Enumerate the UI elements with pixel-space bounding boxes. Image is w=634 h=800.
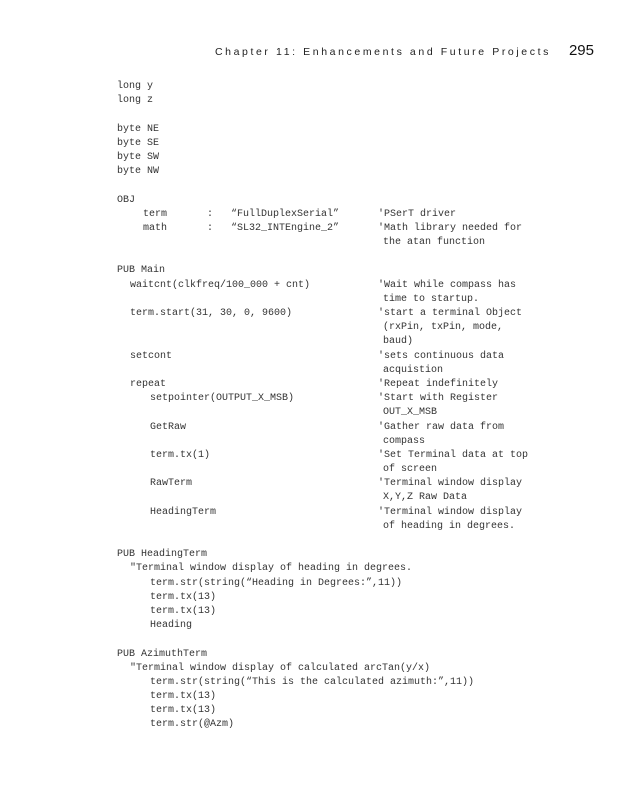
code-line: [117, 236, 486, 250]
code-line: [117, 477, 523, 491]
code-line: [117, 562, 413, 576]
code-comment: 'sets continuous data: [378, 350, 505, 362]
code-text: setcont: [130, 350, 173, 362]
page-number: 295: [568, 42, 594, 59]
running-header: [215, 42, 594, 59]
code-line: [117, 279, 517, 293]
code-line: [117, 80, 153, 94]
code-comment: 'Repeat indefinitely: [378, 378, 499, 390]
code-comment: (rxPin, txPin, mode,: [383, 322, 504, 334]
code-comment: 'Gather raw data from: [378, 421, 505, 433]
code-line: [117, 676, 475, 690]
code-line: [117, 123, 160, 137]
code-comment: the atan function: [383, 237, 486, 249]
code-comment: 'Set Terminal data at top: [378, 449, 529, 461]
code-comment: baud): [383, 336, 414, 348]
code-comment: of heading in degrees.: [383, 520, 516, 532]
code-line: [117, 548, 208, 562]
code-text: math: [143, 222, 168, 234]
code-line: [117, 307, 523, 321]
code-keyword: OBJ: [117, 194, 136, 206]
code-comment: compass: [383, 435, 426, 447]
code-line: [117, 264, 166, 278]
code-keyword: PUB AzimuthTerm: [117, 648, 208, 660]
code-text: :: [207, 208, 214, 220]
code-line: [117, 506, 523, 520]
code-line: [117, 449, 529, 463]
code-text: Heading: [150, 620, 193, 632]
code-comment: OUT_X_MSB: [383, 407, 438, 419]
code-text: HeadingTerm: [150, 506, 217, 518]
code-text: byte SE: [117, 137, 160, 149]
code-comment: time to startup.: [383, 293, 480, 305]
code-comment: 'Terminal window display: [378, 478, 523, 490]
code-text: setpointer(OUTPUT_X_MSB): [150, 393, 295, 405]
code-line: [117, 435, 426, 449]
code-comment: 'Start with Register: [378, 393, 499, 405]
code-text: byte SW: [117, 151, 160, 163]
code-comment: "Terminal window display of calculated arcTan(y/x): [130, 662, 431, 674]
code-text: RawTerm: [150, 478, 193, 490]
code-text: term.tx(13): [150, 705, 217, 717]
blank-line: [117, 534, 153, 548]
code-line: [117, 350, 505, 364]
code-text: term.tx(13): [150, 691, 217, 703]
blank-line: [117, 633, 153, 647]
code-line: [117, 520, 516, 534]
code-line: [117, 463, 438, 477]
code-line: [117, 151, 160, 165]
code-comment: 'PSerT driver: [378, 208, 457, 220]
code-keyword: PUB HeadingTerm: [117, 549, 208, 561]
code-text: long y: [117, 81, 154, 92]
code-text: “FullDuplexSerial”: [231, 208, 340, 220]
code-comment: X,Y,Z Raw Data: [383, 492, 468, 504]
code-text: term.tx(13): [150, 591, 217, 603]
code-line: [117, 690, 217, 704]
code-line: [117, 378, 499, 392]
code-line: [117, 94, 153, 108]
code-text: byte NE: [117, 123, 160, 135]
code-text: term.tx(13): [150, 605, 217, 617]
code-line: [117, 208, 457, 222]
chapter-title: Chapter 11: Enhancements and Future Projects: [214, 46, 551, 58]
code-text: “SL32_INTEngine_2”: [231, 222, 340, 234]
code-comment: of screen: [383, 464, 438, 476]
code-line: [117, 194, 153, 208]
code-text: long z: [117, 95, 154, 107]
code-line: [117, 662, 431, 676]
code-line: [117, 648, 208, 662]
code-text: repeat: [130, 378, 167, 390]
code-line: [117, 591, 217, 605]
code-line: [117, 392, 499, 406]
code-line: [117, 165, 160, 179]
code-line: [117, 137, 160, 151]
blank-line: [117, 250, 153, 264]
code-text: byte NW: [117, 166, 160, 178]
code-line: [117, 321, 504, 335]
code-comment: acquistion: [383, 364, 444, 376]
code-text: GetRaw: [150, 421, 187, 433]
code-line: [117, 293, 480, 307]
code-listing: [117, 80, 529, 733]
code-text: term.start(31, 30, 0, 9600): [130, 308, 293, 319]
code-line: [117, 406, 438, 420]
code-comment: 'start a terminal Object: [378, 308, 523, 319]
code-comment: 'Wait while compass has: [378, 279, 517, 291]
code-line: [117, 335, 414, 349]
blank-line: [117, 108, 153, 122]
code-line: [117, 704, 217, 718]
code-line: [117, 222, 523, 236]
code-line: [117, 364, 444, 378]
code-text: waitcnt(clkfreq/100_000 + cnt): [130, 279, 311, 291]
code-line: [117, 577, 403, 591]
code-text: term: [143, 208, 168, 220]
code-line: [117, 605, 217, 619]
code-line: [117, 718, 235, 732]
code-comment: "Terminal window display of heading in degrees.: [130, 563, 413, 575]
code-text: :: [207, 222, 214, 234]
code-text: term.str(@Azm): [150, 719, 235, 731]
code-comment: 'Terminal window display: [378, 506, 523, 518]
code-line: [117, 619, 193, 633]
code-line: [117, 491, 468, 505]
code-text: term.str(string(“Heading in Degrees:”,11)): [150, 577, 403, 589]
code-line: [117, 421, 505, 435]
code-comment: 'Math library needed for: [378, 222, 523, 234]
code-text: term.str(string(“This is the calculated azimuth:”,11)): [150, 676, 475, 688]
blank-line: [117, 179, 153, 193]
code-keyword: PUB Main: [117, 265, 166, 277]
code-text: term.tx(1): [150, 449, 211, 461]
